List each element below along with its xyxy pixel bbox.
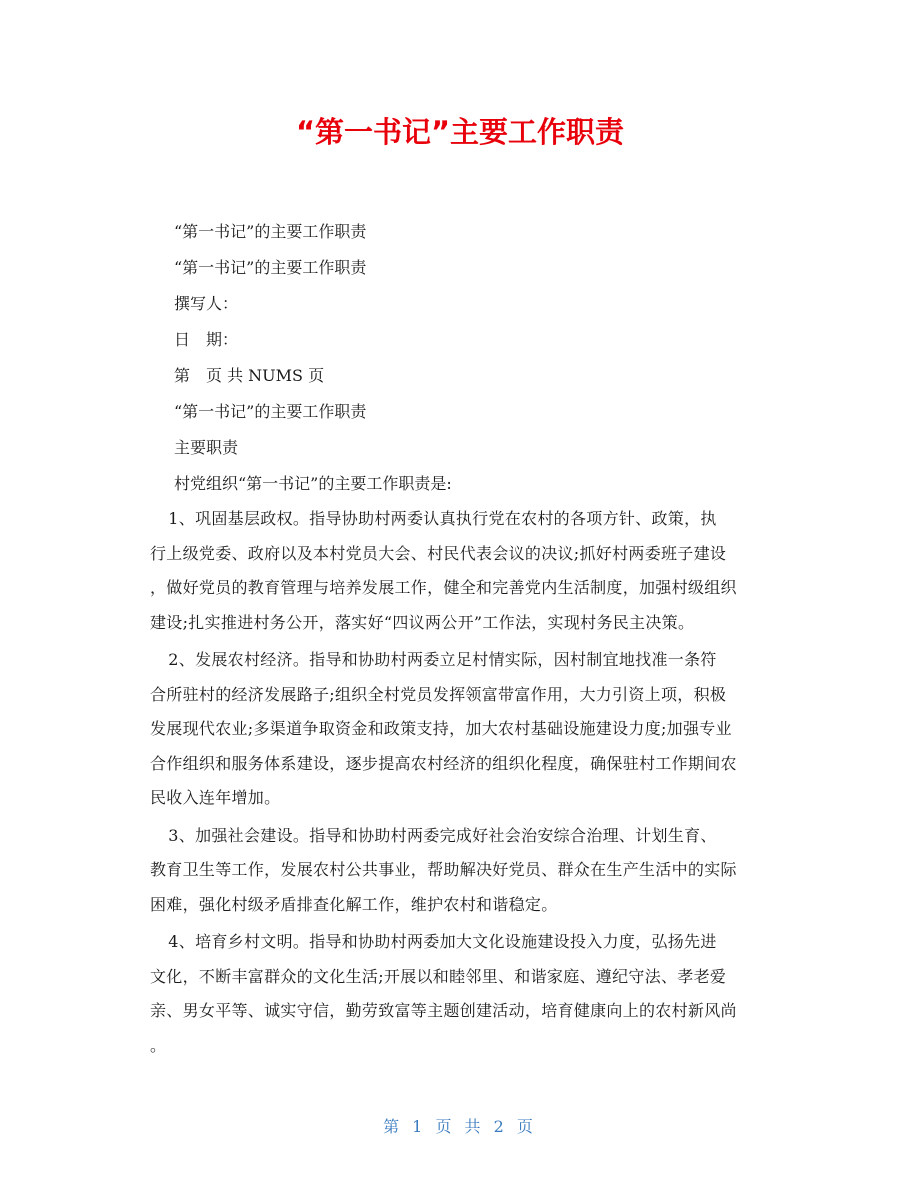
paragraph-line: 亲、男女平等、诚实守信，勤劳致富等主题创建活动，培育健康向上的农村新风尚 xyxy=(150,1001,737,1020)
header-line: “第一书记”的主要工作职责 xyxy=(174,258,367,277)
paragraph-line: 4、培育乡村文明。指导和协助村两委加大文化设施建设投入力度，弘扬先进 xyxy=(152,932,717,951)
paragraph-line: 。 xyxy=(150,1035,167,1055)
page-footer: 第 1 页 共 2 页 xyxy=(383,1117,537,1136)
paragraph-line: 1、巩固基层政权。指导协助村两委认真执行党在农村的各项方针、政策，执 xyxy=(152,509,717,528)
paragraph-line: 建设;扎实推进村务公开，落实好“四议两公开”工作法，实现村务民主决策。 xyxy=(150,612,695,632)
paragraph-line: 民收入连年增加。 xyxy=(150,788,281,807)
paragraph-3 xyxy=(150,819,800,923)
paragraph-line: 2、发展农村经济。指导和协助村两委立足村情实际，因村制宜地找准一条符 xyxy=(152,650,717,669)
author-label: 撰写人： xyxy=(174,294,239,313)
date-label: 日 期： xyxy=(174,330,239,349)
paragraph-line: 发展现代农业;多渠道争取资金和政策支持，加大农村基础设施建设力度;加强专业 xyxy=(150,719,732,738)
document-body xyxy=(174,214,794,502)
paragraph-line: 文化，不断丰富群众的文化生活;开展以和睦邻里、和谐家庭、遵纪守法、孝老爱 xyxy=(150,966,727,986)
paragraph-line: 合所驻村的经济发展路子;组织全村党员发挥领富带富作用，大力引资上项，积极 xyxy=(150,684,727,704)
paragraph-line: 教育卫生等工作，发展农村公共事业，帮助解决好党员、群众在生产生活中的实际 xyxy=(150,860,737,879)
header-line: “第一书记”的主要工作职责 xyxy=(174,222,367,241)
paragraphs xyxy=(150,502,800,1063)
paragraph-line: 行上级党委、政府以及本村党员大会、村民代表会议的决议;抓好村两委班子建设 xyxy=(150,543,727,563)
paragraph-line: ，做好党员的教育管理与培养发展工作，健全和完善党内生活制度，加强村级组织 xyxy=(150,578,737,597)
paragraph-line: 合作组织和服务体系建设，逐步提高农村经济的组织化程度，确保驻村工作期间农 xyxy=(150,753,737,773)
paragraph-1 xyxy=(150,502,800,640)
paragraph-line: 困难，强化村级矛盾排查化解工作，维护农村和谐稳定。 xyxy=(150,894,558,914)
paragraph-4 xyxy=(150,925,800,1063)
page-count-line: 第 页 共 NUMS 页 xyxy=(174,366,325,385)
intro-line: 村党组织“第一书记”的主要工作职责是: xyxy=(174,474,452,493)
paragraph-2 xyxy=(150,643,800,816)
header-line: “第一书记”的主要工作职责 xyxy=(174,402,367,421)
section-heading: 主要职责 xyxy=(174,438,239,457)
paragraph-line: 3、加强社会建设。指导和协助村两委完成好社会治安综合治理、计划生育、 xyxy=(152,825,717,845)
document-title: “第一书记”主要工作职责 xyxy=(295,115,625,149)
